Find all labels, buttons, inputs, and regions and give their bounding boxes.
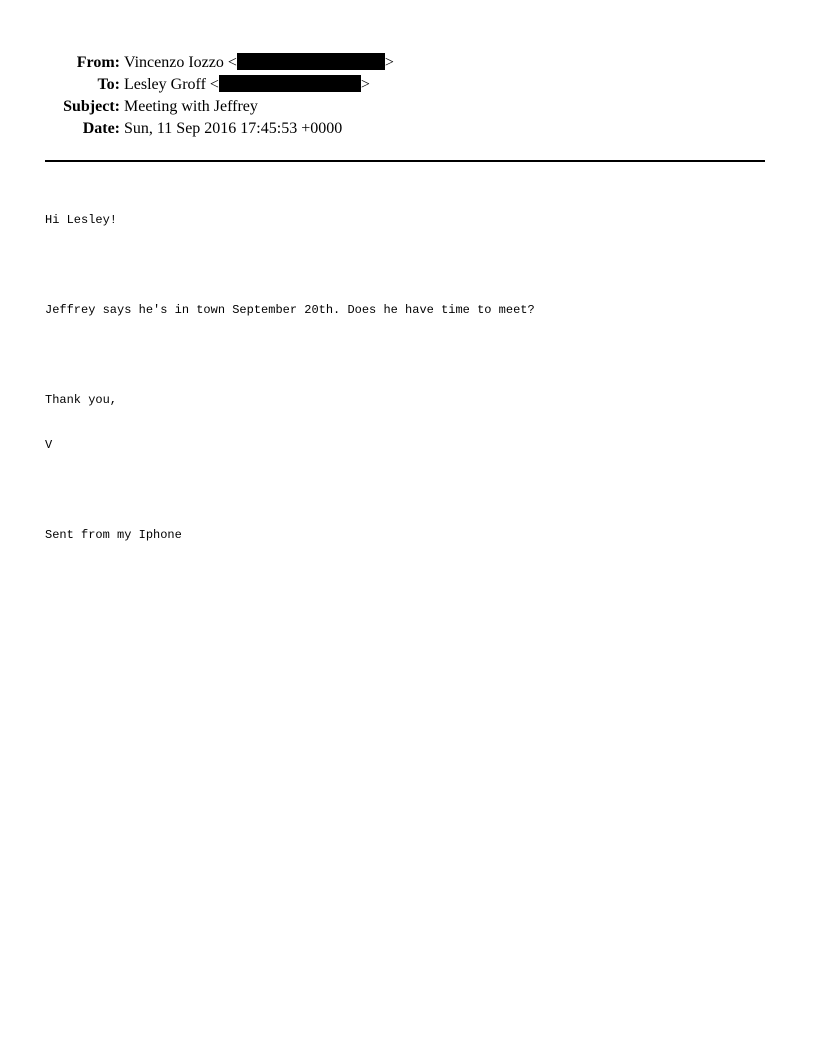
subject-value: Meeting with Jeffrey (124, 98, 258, 115)
email-body (45, 183, 765, 558)
greeting-line: Hi Lesley! (45, 213, 118, 227)
date-value: Sun, 11 Sep 2016 17:45:53 +0000 (124, 120, 343, 137)
to-row (0, 74, 816, 96)
from-bracket-close: > (384, 54, 394, 71)
from-row (0, 52, 816, 74)
to-bracket-close: > (360, 76, 370, 93)
date-label: Date: (82, 120, 120, 137)
to-name: Lesley Groff < (124, 76, 219, 93)
to-email-redaction (219, 75, 361, 92)
from-value (124, 52, 394, 74)
signature-line: V (45, 438, 53, 452)
to-value (124, 74, 370, 96)
footer-line: Sent from my Iphone (45, 528, 182, 542)
message-line: Jeffrey says he's in town September 20th. Does he have time to meet? (45, 303, 535, 317)
subject-row (0, 96, 816, 118)
subject-label: Subject: (63, 98, 120, 115)
blank-line (45, 348, 765, 363)
from-email-redaction (237, 53, 385, 70)
blank-line (45, 258, 765, 273)
blank-line (45, 483, 765, 498)
from-name: Vincenzo Iozzo < (124, 54, 237, 71)
signoff-line: Thank you, (45, 393, 118, 407)
from-label: From: (76, 54, 120, 71)
header-divider (45, 160, 765, 162)
date-row (0, 118, 816, 140)
to-label: To: (97, 76, 120, 93)
email-header (0, 52, 816, 140)
